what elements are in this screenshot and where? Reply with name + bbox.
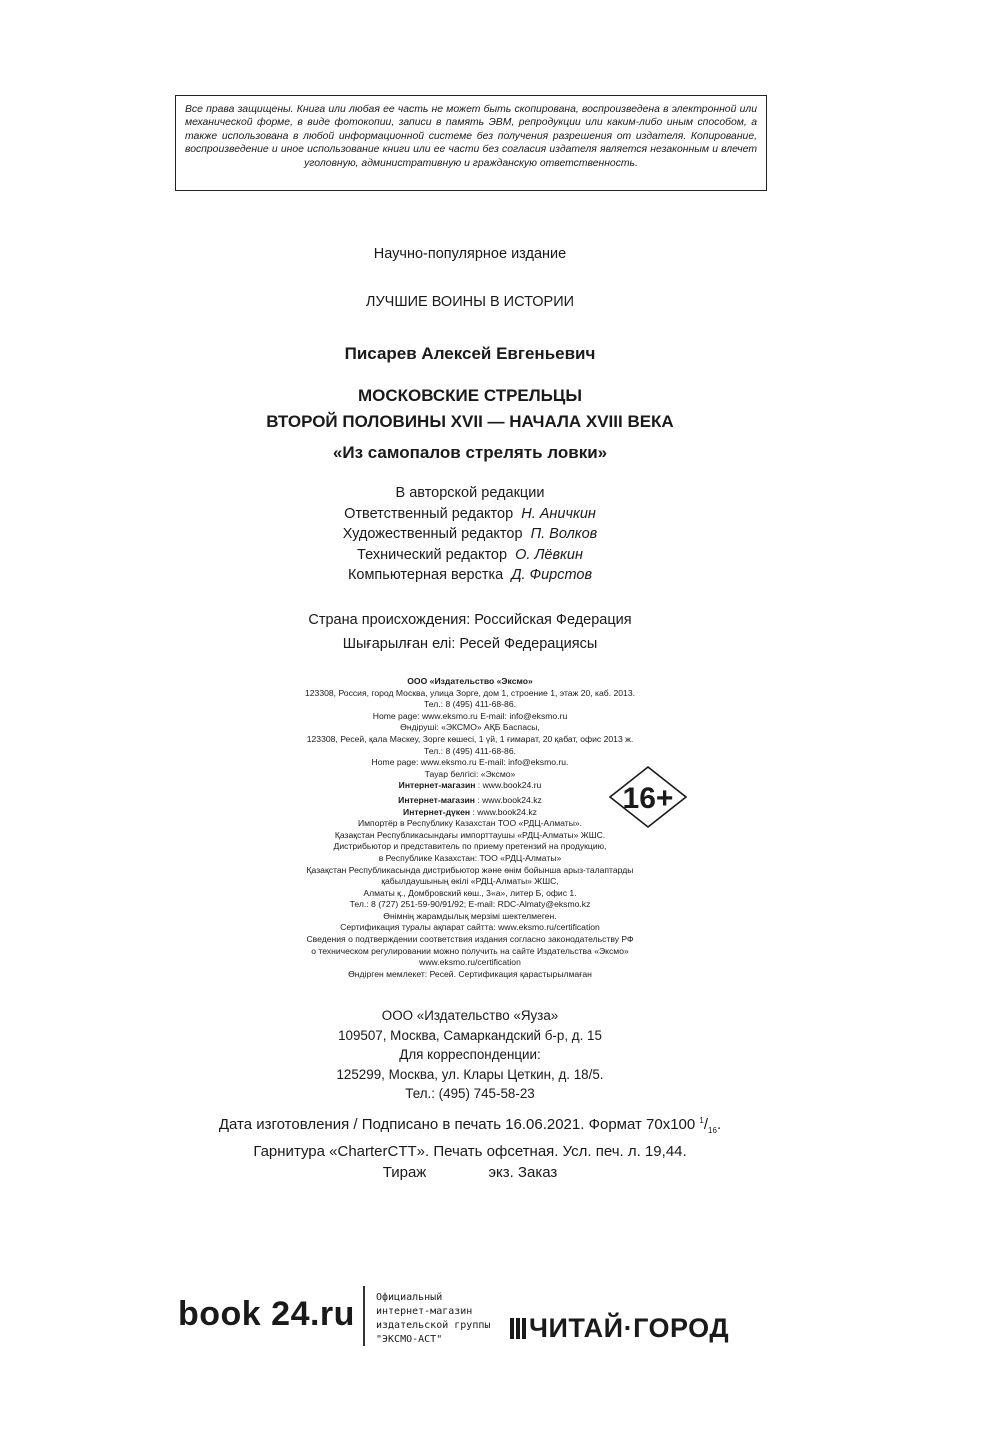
publisher-line: Қазақстан Республикасындағы импорттаушы «РДЦ-Алматы» ЖШС.	[334, 829, 606, 840]
chitay-gorod-mark-icon	[510, 1318, 526, 1339]
author-name: Писарев Алексей Евгеньевич	[344, 344, 596, 363]
publisher-line: Өндіруші: «ЭКСМО» АҚБ Баспасы,	[400, 722, 540, 733]
publisher-line: Алматы қ., Домбровский көш., 3«а», литер Б, офис 1.	[363, 887, 577, 898]
publisher-line: Импортёр в Республику Казахстан ТОО «РДЦ-Алматы».	[357, 818, 583, 829]
credit-line: Художественный редактор П. Волков	[342, 526, 598, 542]
print-line-1: Дата изготовления / Подписано в печать 16.06.2021. Формат 70х100 $^1/_{16}$.	[218, 1116, 722, 1135]
shop-line: Интернет-дүкен : www.book24.kz	[403, 806, 537, 817]
book24-note: Официальный интернет-магазин издательской группы "ЭКСМО-АСТ"	[376, 1292, 491, 1345]
yauza-line: Для корреспонденции:	[399, 1047, 541, 1062]
publisher-line: Өндірген мемлекет: Ресей. Сертификация қарастырылмаған	[348, 968, 592, 979]
yauza-line: ООО «Издательство «Яуза»	[381, 1008, 559, 1023]
publisher-line: Тел.: 8 (495) 411-68-86.	[424, 699, 516, 710]
edition-type: Научно-популярное издание	[373, 246, 567, 262]
print-line-3: Тираж экз. Заказ	[382, 1164, 558, 1181]
publisher-line: Сведения о подтверждении соответствия издания согласно законодательству РФ	[306, 934, 634, 945]
yauza-publisher	[0, 1006, 940, 1104]
publisher-line: 123308, Россия, город Москва, улица Зорге, дом 1, строение 1, этаж 20, каб. 2013.	[305, 687, 635, 698]
publisher-info	[0, 676, 940, 980]
yauza-line: 109507, Москва, Самаркандский б-р, д. 15	[338, 1027, 602, 1043]
publisher-line: Home page: www.eksmo.ru E-mail: info@eksmo.ru	[372, 710, 568, 721]
book-subtitle: «Из самопалов стрелять ловки»	[332, 443, 608, 462]
publisher-line: Қазақстан Республикасында дистрибьютор және өнім бойынша арыз-талаптарды	[306, 864, 634, 875]
book-title	[0, 383, 940, 435]
yauza-line: Тел.: (495) 745-58-23	[405, 1086, 535, 1101]
country-kz: Шығарылған елі: Ресей Федерациясы	[342, 636, 598, 652]
publisher-line: www.eksmo.ru/certification	[419, 957, 521, 968]
title-line-1: МОСКОВСКИЕ СТРЕЛЬЦЫ	[358, 386, 582, 405]
yauza-line: 125299, Москва, ул. Клары Цеткин, д. 18/5.	[336, 1066, 604, 1082]
credit-line: Компьютерная верстка Д. Фирстов	[347, 567, 593, 583]
publisher-line: о техническом регулировании можно получить на сайте Издательства «Эксмо»	[311, 945, 629, 956]
publisher-line: 123308, Ресей, қала Мәскеу, Зорге көшесі, 1 үй, 1 ғимарат, 20 қабат, офис 2013 ж.	[306, 733, 634, 744]
publisher-line: Тауар белгісі: «Эксмо»	[424, 768, 516, 779]
shop-line: Интернет-магазин : www.book24.kz	[398, 794, 542, 805]
publisher-line: Home page: www.eksmo.ru E-mail: info@eksmo.ru.	[371, 757, 569, 768]
age-rating-text: 16+	[622, 782, 674, 815]
credits-block	[0, 483, 940, 586]
edition-note: В авторской редакции	[395, 485, 545, 501]
publisher-line: Сертификация туралы ақпарат сайтта: www.eksmo.ru/certification	[340, 922, 600, 933]
title-line-2: ВТОРОЙ ПОЛОВИНЫ XVII — НАЧАЛА XVIII ВЕКА	[266, 412, 674, 431]
country-ru: Страна происхождения: Российская Федерация	[308, 612, 632, 628]
book24-logo: book 24.ru	[178, 1295, 355, 1333]
chitay-gorod-logo	[510, 1313, 729, 1344]
publisher-line: в Республике Казахстан: ТОО «РДЦ-Алматы»	[378, 852, 562, 863]
publisher-line: Дистрибьютор и представитель по приему претензий на продукцию,	[333, 841, 607, 852]
print-line-2: Гарнитура «CharterCTT». Печать офсетная. Усл. печ. л. 19,44.	[253, 1143, 687, 1160]
print-details	[0, 1110, 940, 1183]
publisher-line: Тел.: 8 (495) 411-68-86.	[424, 745, 516, 756]
publisher-line: Өнімнің жарамдылық мерзімі шектелмеген.	[383, 910, 557, 921]
age-rating-badge	[609, 766, 687, 828]
credit-line: Технический редактор О. Лёвкин	[357, 546, 583, 563]
copyright-notice: Все права защищены. Книга или любая ее часть не может быть скопирована, воспроизведена в электронной или механической форме, в виде фотокопии, записи в память ЭВМ, репродукции или каким-либо иным способом, а также использована в любой информационной системе без получения разрешения от издателя. Копирование, воспроизведение и иное использование книги или ее части без согласия издателя является незаконным и влечет уголовную, административную и гражданскую ответственность.	[175, 95, 767, 191]
chitay-gorod-wordmark: ЧИТАЙ·ГОРОД	[529, 1313, 730, 1343]
publisher-line: Тел.: 8 (727) 251-59-90/91/92; E-mail: RDC-Almaty@eksmo.kz	[349, 899, 591, 910]
series-name: ЛУЧШИЕ ВОИНЫ В ИСТОРИИ	[365, 294, 575, 310]
publisher-line: қабылдаушының өкілі «РДЦ-Алматы» ЖШС,	[381, 876, 559, 887]
publisher-name: ООО «Издательство «Эксмо»	[407, 676, 533, 686]
shop-line: Интернет-магазин : www.book24.ru	[398, 780, 542, 791]
country-of-origin	[0, 608, 940, 656]
footer-divider	[363, 1286, 365, 1346]
credit-line: Ответственный редактор Н. Аничкин	[344, 505, 596, 522]
